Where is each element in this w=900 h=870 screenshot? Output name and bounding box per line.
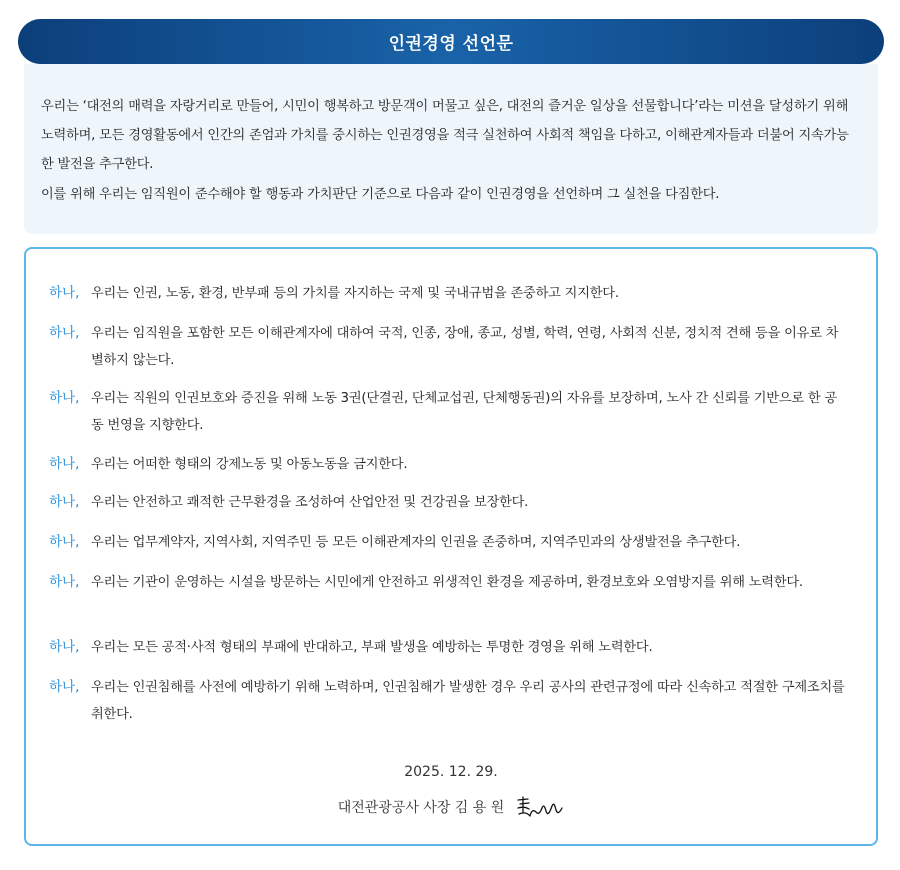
principle-prefix: 하나, (49, 456, 80, 472)
principle-text: 우리는 모든 공적·사적 형태의 부패에 반대하고, 부패 발생을 예방하는 투명한 경영을 위해 노력한다. (91, 639, 653, 655)
principle-item (49, 321, 849, 374)
declaration-date: 2025. 12. 29. (404, 764, 498, 780)
principle-prefix: 하나, (49, 534, 80, 550)
principle-prefix: 하나, (49, 494, 80, 510)
principle-text: 우리는 직원의 인권보호와 증진을 위해 노동 3권(단결권, 단체교섭권, 단체행동권)의 자유를 보장하며, 노사 간 신뢰를 기반으로 한 공동 번영을 지향한다. (91, 390, 837, 433)
page-title: 인권경영 선언문 (388, 34, 514, 54)
principles-box (24, 247, 878, 846)
principle-text: 우리는 임직원을 포함한 모든 이해관계자에 대하여 국적, 인종, 장애, 종교, 성별, 학력, 연령, 사회적 신분, 정치적 견해 등을 이유로 차별하지 않는다. (91, 325, 839, 368)
principle-text: 우리는 업무계약자, 지역사회, 지역주민 등 모든 이해관계자의 인권을 존중하며, 지역주민과의 상생발전을 추구한다. (91, 534, 741, 550)
declaration-title-bar (18, 19, 884, 64)
principle-item (49, 635, 849, 661)
principle-item (49, 530, 849, 556)
principle-text: 우리는 인권, 노동, 환경, 반부패 등의 가치를 자지하는 국제 및 국내규범을 존중하고 지지한다. (91, 285, 619, 301)
principle-item (49, 281, 849, 307)
principle-text: 우리는 어떠한 형태의 강제노동 및 아동노동을 금지한다. (91, 456, 408, 472)
intro-paragraph-mission: 우리는 ‘대전의 매력을 자랑거리로 만들어, 시민이 행복하고 방문객이 머물고 싶은, 대전의 즐거운 일상을 선물합니다’라는 미션을 달성하기 위해 노력하며, 모든 경영활동에서 인간의 존엄과 가치를 중시하는 인권경영을 적극 실천하여 사회적 책임을 다하고, 이해관계자들과 더불어 지속가능한 발전을 추구한다. (41, 99, 849, 172)
principle-prefix: 하나, (49, 574, 80, 590)
principle-text: 우리는 안전하고 쾌적한 근무환경을 조성하여 산업안전 및 건강권을 보장한다. (91, 494, 529, 510)
principle-prefix: 하나, (49, 679, 80, 695)
intro-paragraph-commitment: 이를 위해 우리는 임직원이 준수해야 할 행동과 가치판단 기준으로 다음과 같이 인권경영을 선언하며 그 실천을 다짐한다. (41, 187, 720, 202)
principle-item (49, 675, 849, 728)
handwritten-signature (514, 794, 564, 820)
principle-item (49, 386, 849, 439)
principle-prefix: 하나, (49, 285, 80, 301)
intro-section (24, 64, 878, 234)
principle-prefix: 하나, (49, 325, 80, 341)
principle-text: 우리는 기관이 운영하는 시설을 방문하는 시민에게 안전하고 위생적인 환경을 제공하며, 환경보호와 오염방지를 위해 노력한다. (91, 574, 803, 590)
principle-prefix: 하나, (49, 390, 80, 406)
signer-block (26, 794, 876, 820)
principle-text: 우리는 인권침해를 사전에 예방하기 위해 노력하며, 인권침해가 발생한 경우 우리 공사의 관련규정에 따라 신속하고 적절한 구제조치를 취한다. (91, 679, 845, 722)
principle-prefix: 하나, (49, 639, 80, 655)
signer-name: 대전관광공사 사장 김 용 원 (337, 800, 505, 816)
principle-item (49, 570, 849, 596)
principle-item (49, 490, 849, 516)
principle-item (49, 452, 849, 478)
